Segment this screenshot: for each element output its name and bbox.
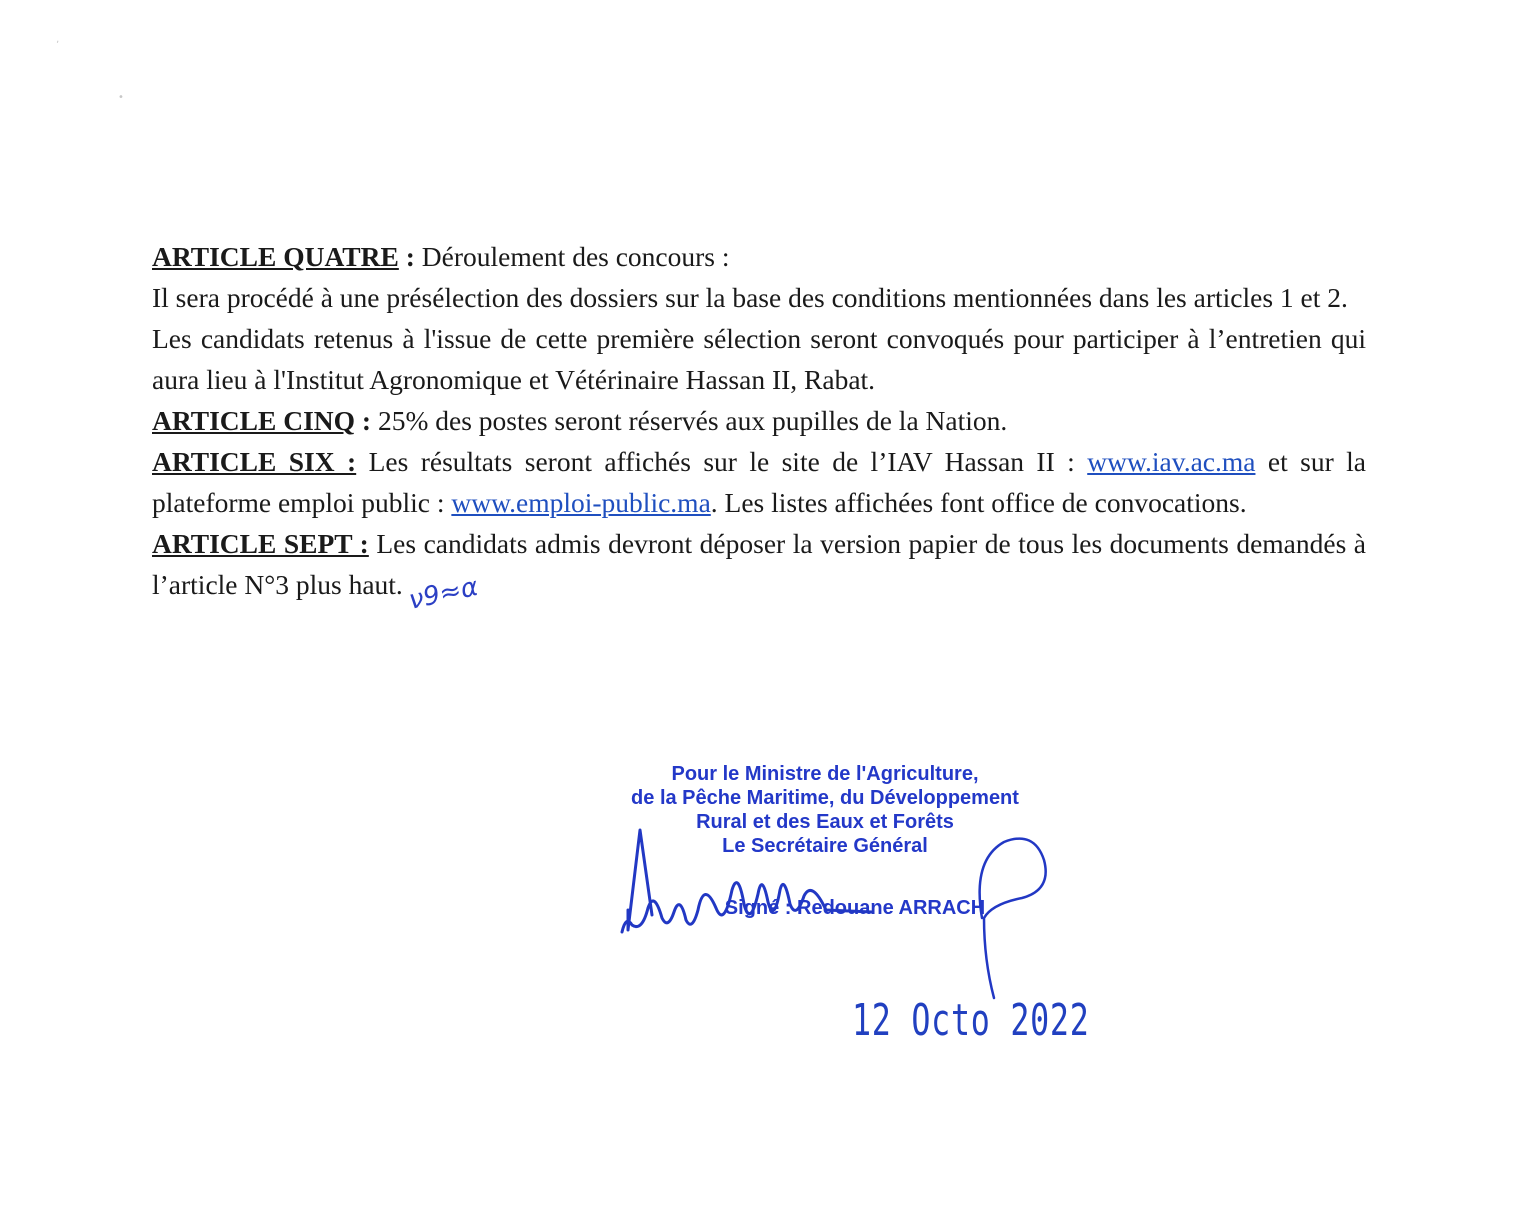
emploi-public-link[interactable]: www.emploi-public.ma: [451, 487, 711, 518]
article-six-text-middle: et sur la plateforme emploi public :: [152, 446, 1367, 518]
stamp-line-1: Pour le Ministre de l'Agriculture,: [671, 763, 979, 785]
iav-website-link[interactable]: www.iav.ac.ma: [1087, 446, 1256, 477]
scan-speck: •: [118, 92, 124, 103]
article-quatre-title: Déroulement des concours :: [421, 241, 730, 272]
scan-speck: ʼ: [56, 40, 60, 51]
article-quatre-paragraph-1: Il sera procédé à une présélection des dossiers sur la base des conditions mentionnées dans les articles 1 et 2.: [152, 282, 1348, 313]
article-cinq-text: 25% des postes seront réservés aux pupilles de la Nation.: [377, 405, 1008, 436]
handwritten-initials: ν9≈α: [406, 571, 481, 616]
stamp-signed-line: Signé : Redouane ARRACH: [724, 897, 986, 919]
article-sept-heading: ARTICLE SEPT :: [152, 528, 369, 559]
stamp-line-4: Le Secrétaire Général: [722, 835, 928, 857]
article-cinq: [152, 400, 1366, 441]
article-sept-text: Les candidats admis devront déposer la version papier de tous les documents demandés à l’article N°3 plus haut.: [152, 528, 1367, 600]
article-cinq-separator: :: [355, 405, 378, 436]
stamp-line-2: de la Pêche Maritime, du Développement: [631, 787, 1019, 809]
article-six: [152, 441, 1366, 523]
article-quatre-paragraph-2: Les candidats retenus à l'issue de cette première sélection seront convoqués pour participer à l’entretien qui aura lieu à l'Institut Agronomique et Vétérinaire Hassan II, Rabat.: [152, 323, 1366, 395]
article-quatre-heading: ARTICLE QUATRE: [152, 241, 399, 272]
article-six-heading: ARTICLE SIX :: [152, 446, 357, 477]
article-quatre: [152, 236, 1366, 277]
article-six-text-before: Les résultats seront affichés sur le site de l’IAV Hassan II :: [356, 446, 1088, 477]
handwritten-signature: [612, 820, 1062, 1010]
article-cinq-heading: ARTICLE CINQ: [152, 405, 356, 436]
article-six-text-after: . Les listes affichées font office de convocations.: [710, 487, 1247, 518]
article-quatre-separator: :: [398, 241, 422, 272]
document-body: [152, 236, 1367, 616]
article-sept: [152, 523, 1367, 616]
date-stamp: 12 Octo 2022: [852, 995, 1090, 1046]
stamp-line-3: Rural et des Eaux et Forêts: [696, 811, 954, 833]
